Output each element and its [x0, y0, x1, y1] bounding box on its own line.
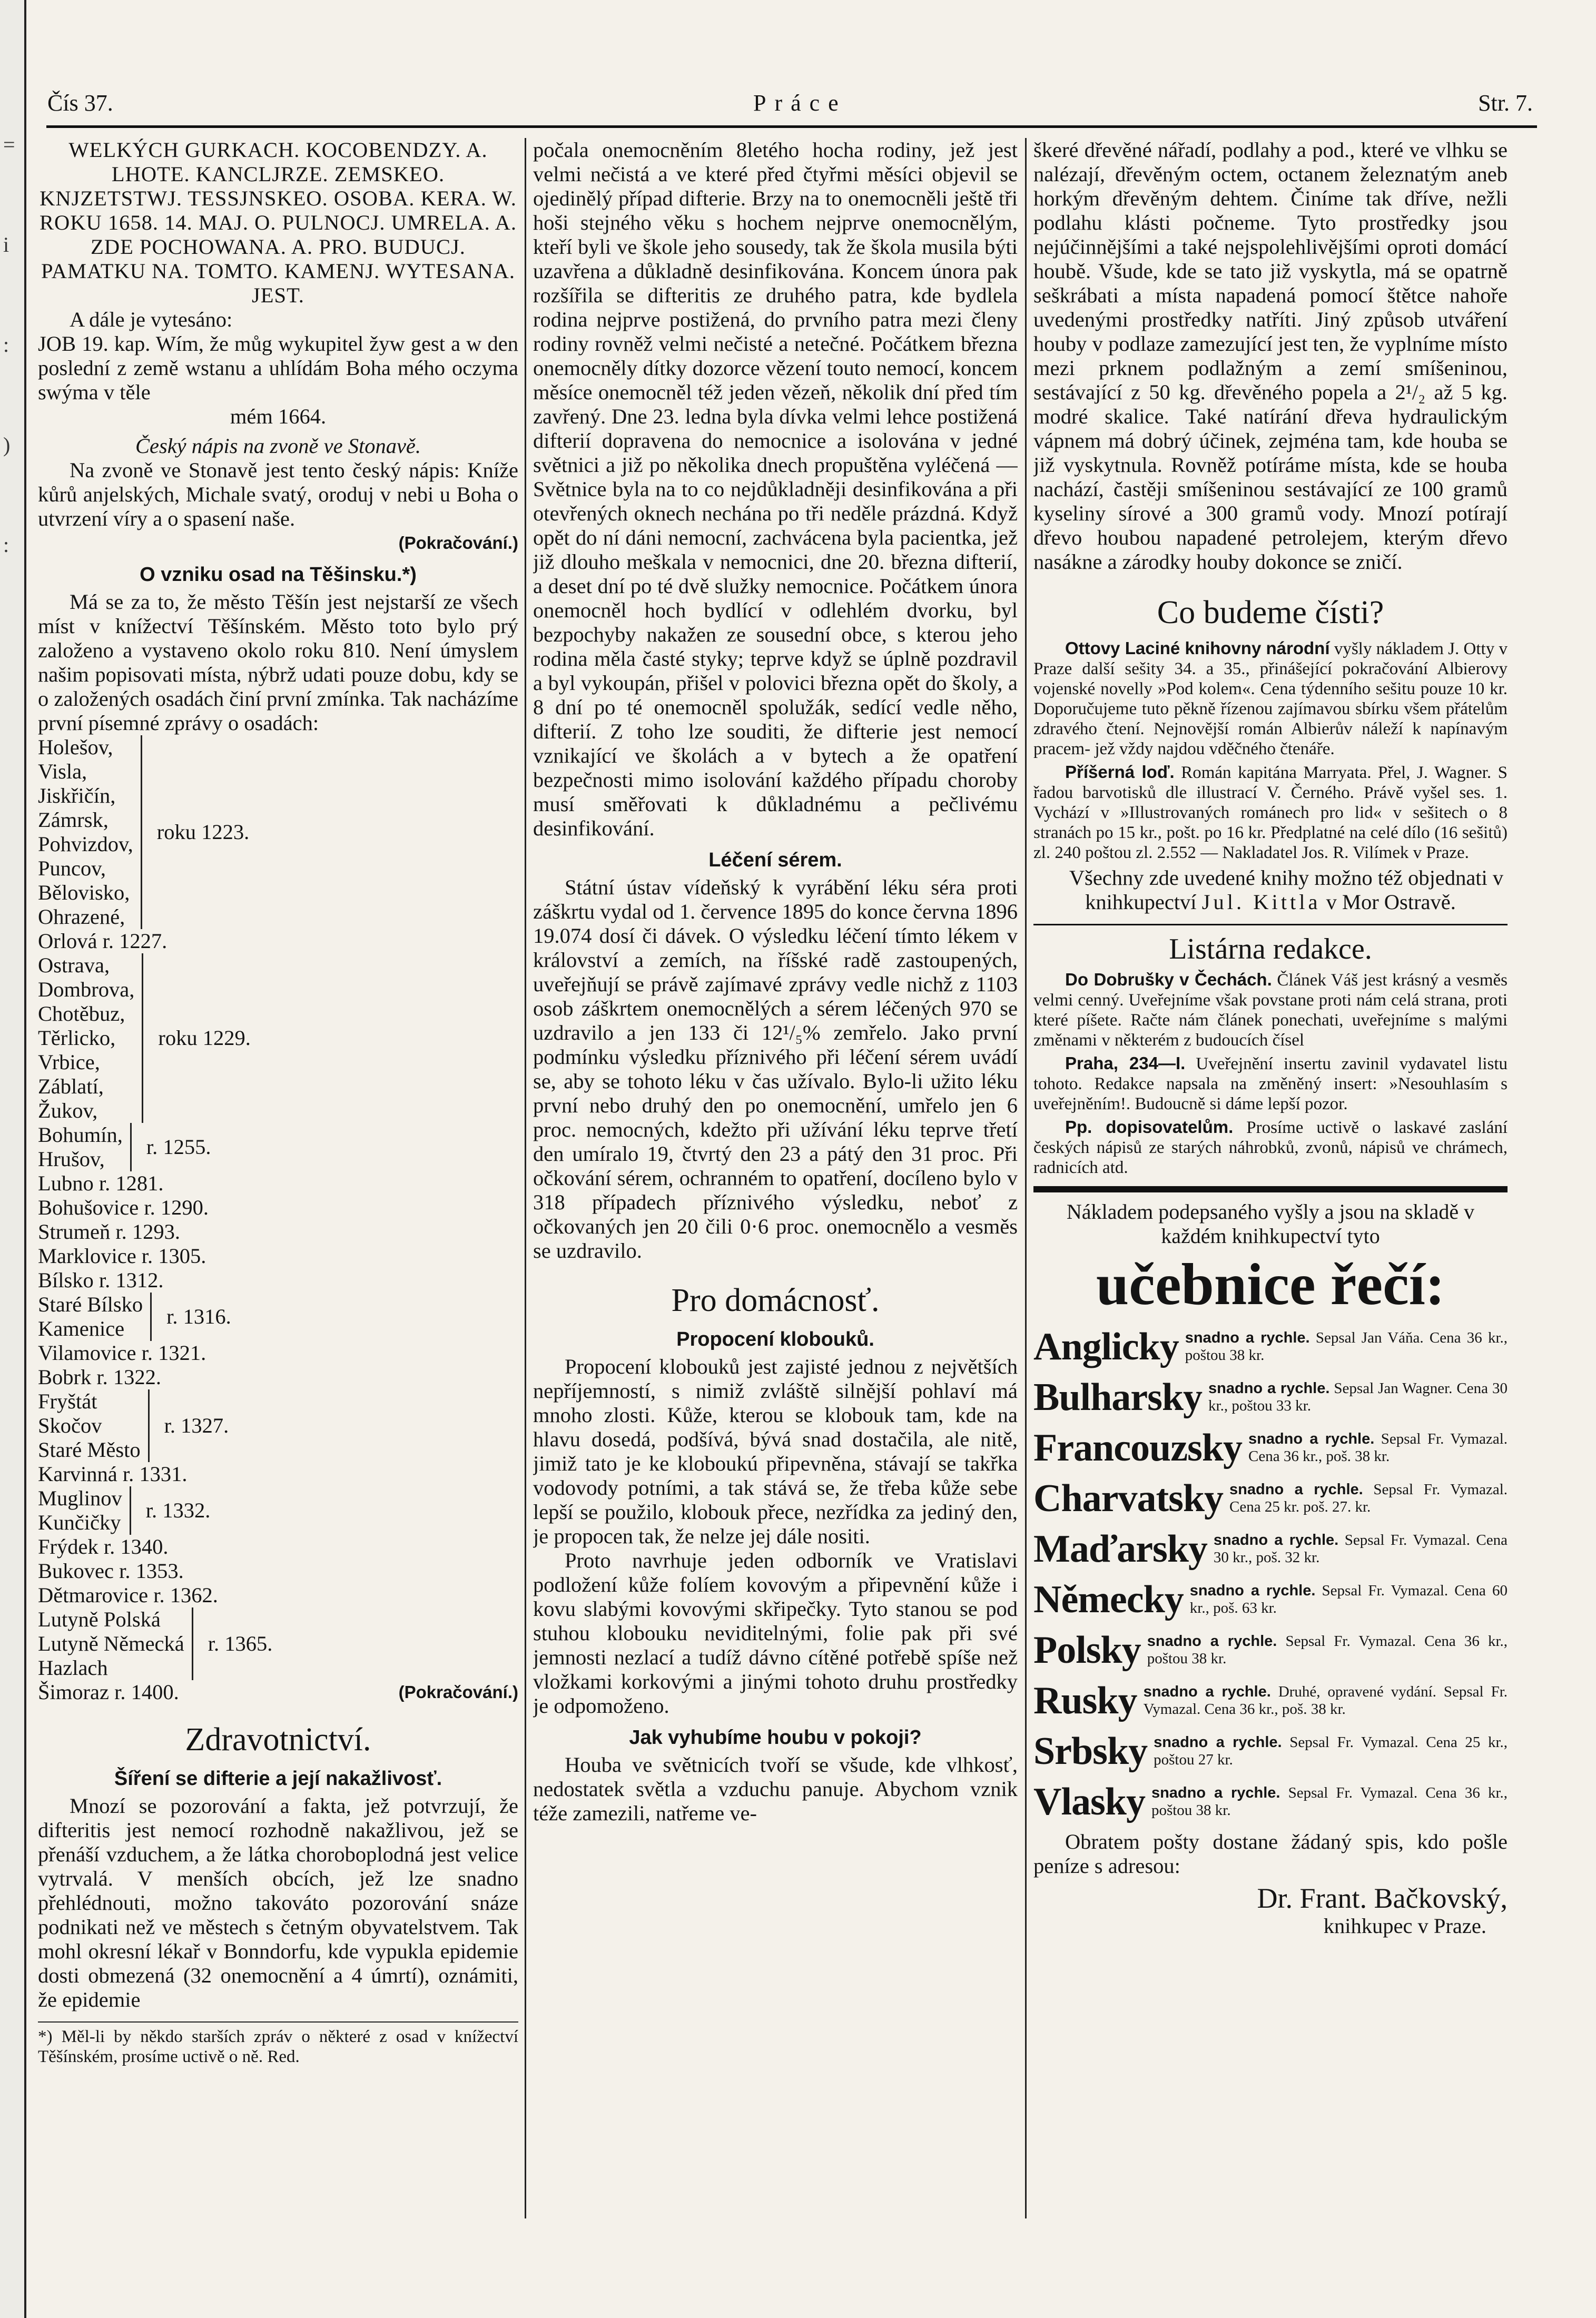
settlement: Vrbice,: [38, 1050, 100, 1074]
newspaper-title: Práce: [753, 90, 847, 116]
ad-signature-title: knihkupec v Praze.: [1323, 1914, 1486, 1938]
settlement-year: r. 1327.: [164, 1414, 229, 1437]
book-details: Sepsal Jan Wagner. Cena 30 kr., poštou 33 kr.: [1208, 1380, 1508, 1414]
settlement: Puncov,: [38, 856, 106, 880]
book-tagline: snadno a rychle.: [1213, 1532, 1339, 1548]
review-text: Román kapitána Marryata. Přel, J. Wagner. S řadou barvotisků dle illustrací V. Černého. Právě vyšel ses. 1. Vychází v »Illustrovaných románech pro lid« v sešitech o 8 stranách po 15 kr., pošt. po 16 kr. Předplatné na celé dílo (16 sešitů) zl. 240 poštou zl. 2.552 — Nakladatel Jos. R. Vilímek v Praze.: [1033, 763, 1508, 862]
continued-note: (Pokračování.): [398, 533, 518, 553]
book-tagline: snadno a rychle.: [1151, 1784, 1280, 1801]
settlement: Lutyně Polská: [38, 1607, 161, 1631]
settlement: Šimoraz r. 1400.: [38, 1680, 179, 1704]
settlement: Skočov: [38, 1414, 102, 1437]
book-tagline: snadno a rychle.: [1208, 1380, 1330, 1397]
settlement: Lutyně Německá: [38, 1632, 184, 1655]
hats-text-2: Proto navrhuje jeden odborník ve Vratislavi podložení kůže folíem kovovým a připevnění kůže i kovu slabými kovovými skřipečky. Tyto stanou se pod stuhou klobouku neviditelnými, folie pak při své jemnosti nezlací a tudíž dávno cítěné potřebě spíše než vložkami korkovými a jinými tohoto druhu prostředky je odpomoženo.: [533, 1548, 1018, 1718]
fungus-continued: škeré dřevěné nářadí, podlahy a pod., které ve vlhku se nalézají, dřevěným octem, octanem železnatým aneb horkým dřevěným dehtem. Činíme tak dříve, nežli podlahu klásti počneme. Tyto prostředky jsou nejúčinnějšími a také nejspolehlivějšími oproti domácí houbě. Všude, kde se tato již vyskytla, má se opatrně seškrábati a místa napadená pomocí štětce nahoře uvedenými prostředky natříti. Jiný způsob utváření houby v podlaze zamezující jest ten, že vyplníme místo mezi prknem podlažným a zemí smíšeninou, sestávající z 50 kg. dřevěného popela a 2¹/₂ až 5 kg. modré skalice. Také natírání dřeva hydraulickým vápnem má dobrý účinek, zejména tam, kde houba se již vyskytnula. Rovněž potíráme místa, kde se houba nachází, častěji smíšeninou sestávající ze 100 gramů kyseliny sírové a 300 gramů vody. Mnozí potírají dřevo houbou napadené petrolejem, kterým dřevo nasákne a zárodky houby dokonce se zničí.: [1033, 138, 1508, 574]
settlement: Fryštát: [38, 1389, 97, 1413]
settlement: Lubno r. 1281.: [38, 1171, 164, 1195]
settlement-group: [38, 1389, 518, 1462]
book-tagline: snadno a rychle.: [1189, 1582, 1316, 1599]
settlement: Holešov,: [38, 735, 113, 759]
settlement-group: [38, 953, 518, 1123]
settlement-year: r. 1332.: [145, 1498, 211, 1522]
book-details: Sepsal Fr. Vymazal. Cena 36 kr., poštou 38 kr.: [1151, 1784, 1508, 1819]
settlement-group: [38, 1123, 518, 1171]
settlement: Záblatí,: [38, 1074, 104, 1098]
book-language: Francouzsky: [1033, 1426, 1242, 1469]
column-2: [533, 138, 1018, 2245]
ad-divider: [1033, 1186, 1508, 1192]
book-entry: [1033, 1576, 1508, 1623]
book-language: Bulharsky: [1033, 1376, 1203, 1419]
column-divider: [1025, 138, 1027, 2218]
book-language: Anglicky: [1033, 1325, 1179, 1368]
book-entry: [1033, 1626, 1508, 1674]
settlement-group: [38, 735, 518, 929]
book-entry: [1033, 1475, 1508, 1522]
settlement: Bohušovice r. 1290.: [38, 1196, 209, 1219]
book-details: Sepsal Fr. Vymazal. Cena 60 kr., poš. 63 kr.: [1189, 1582, 1508, 1616]
column-1: [38, 138, 518, 2245]
book-details: Sepsal Jan Váňa. Cena 36 kr., poštou 38 kr.: [1185, 1329, 1508, 1364]
page-number: Str. 7.: [1478, 90, 1533, 116]
book-entry: [1033, 1778, 1508, 1826]
tombstone-inscription: WELKÝCH GURKACH. KOCOBENDZY. A. LHOTE. KANCLJRZE. ZEMSKEO. KNJZETSTWJ. TESSJNSKEO. OSOBA. KERA. W. ROKU 1658. 14. MAJ. O. PULNOCJ. UMRELA. A. ZDE POCHOWANA. A. PRO. BUDUCJ. PAMATKU NA. TOMTO. KAMENJ. WYTESANA. JEST.: [39, 138, 517, 307]
letter-text: Uveřejnění insertu zavinil vydavatel listu tohoto. Redakce napsala na změněný insert: »Nesouhlasím s uveřejněním!. Budoucně si dáme lepší pozor.: [1033, 1054, 1508, 1113]
book-entry: [1033, 1424, 1508, 1472]
settlement: Bobrk r. 1322.: [38, 1365, 162, 1389]
settlement-year: r. 1365.: [208, 1632, 273, 1655]
section-heading-health: Zdravotnictví.: [185, 1722, 371, 1758]
book-entry: [1033, 1323, 1508, 1370]
section-heading-reading: Co budeme čísti?: [1157, 595, 1384, 630]
settlement: Pohvizdov,: [38, 832, 133, 856]
settlement: Bělovisko,: [38, 881, 130, 904]
bookshop-name: Jul. Kittla: [1201, 890, 1321, 914]
book-entry: [1033, 1374, 1508, 1421]
book-list: [1033, 1323, 1508, 1826]
letter-lead: Praha, 234—I.: [1065, 1053, 1186, 1073]
settlement-year: r. 1255.: [146, 1135, 211, 1159]
ad-signature: Dr. Frant. Bačkovský,: [1257, 1882, 1508, 1914]
book-tagline: snadno a rychle.: [1185, 1329, 1310, 1346]
book-details: Sepsal Fr. Vymazal. Cena 30 kr., poš. 32 kr.: [1213, 1532, 1508, 1566]
settlement: Kamenice: [38, 1317, 125, 1340]
serum-heading: Léčení sérem.: [708, 849, 842, 871]
ad-title: učebnice řečí:: [1096, 1252, 1445, 1317]
fungus-heading: Jak vyhubíme houbu v pokoji?: [629, 1727, 922, 1749]
settlement: Jiskřičín,: [38, 784, 116, 807]
book-tagline: snadno a rychle.: [1248, 1431, 1375, 1447]
settlement: Muglinov: [38, 1486, 122, 1510]
settlement: Bílsko r. 1312.: [38, 1268, 164, 1292]
settlement: Strumeň r. 1293.: [38, 1220, 180, 1244]
letter-text: Článek Váš jest krásný a vesměs velmi cenný. Uveřejníme však povstane proti nám celá strana, proti které píšete. Račte nám článek ponechati, uveřejníme s malými změnami v některém z budoucích čísel: [1033, 971, 1508, 1050]
page-header: [47, 90, 1533, 126]
column-3: [1033, 138, 1508, 2245]
settlement: Visla,: [38, 759, 87, 783]
hats-text: Propocení klobouků jest zajisté jednou z největších nepříjemností, s nimiž zvláště silnější pohlaví má mnoho zlosti. Kůže, kterou se klobouk tam, kde na hlavu dosedá, podšívá, bývá snad dostačila, ale nitě, jimiž tato je ke kloboukú připevněna, stávají se takřka vodovody potními, a tak stává se, že třeba kůže sebe lepší se použilo, klobouk přece, nezřídka za jediný den, je propocen tak, že nelze jej dále nositi.: [533, 1355, 1018, 1548]
letter-text: Prosíme uctivě o laskavé zaslání českých nápisů ze starých náhrobků, zvonů, nápisů ve chrámech, radnicích atd.: [1033, 1118, 1508, 1177]
job-quote-end: mém 1664.: [230, 405, 327, 428]
settlement: Bohumín,: [38, 1123, 123, 1147]
review-lead: Příšerná loď.: [1065, 762, 1175, 782]
book-tagline: snadno a rychle.: [1143, 1683, 1271, 1700]
paragraph: A dále je vytesáno:: [70, 308, 233, 331]
letter-lead: Pp. dopisovatelům.: [1065, 1117, 1234, 1137]
bell-text: Na zvoně ve Stonavě jest tento český nápis: Kníže kůrů anjelských, Michale svatý, oroduj v nebi u Boha o utvrzení víry a o spasení naše.: [38, 458, 518, 530]
book-details: Sepsal Fr. Vymazal. Cena 25 kr., poštou 27 kr.: [1154, 1734, 1508, 1768]
settlement: Bukovec r. 1353.: [38, 1559, 184, 1583]
divider: [1033, 924, 1508, 925]
job-quote: JOB 19. kap. Wím, že můg wykupitel žyw gest a w den poslední z země wstanu a uhlídám Boha mého oczyma swýma v těle: [38, 332, 518, 404]
book-details: Druhé, opravené vydání. Sepsal Fr. Vymazal. Cena 36 kr., poš. 38 kr.: [1143, 1683, 1508, 1718]
settlement: Staré Město: [38, 1438, 141, 1462]
settlement: Karvinná r. 1331.: [38, 1462, 188, 1486]
settlement: Těrlicko,: [38, 1026, 116, 1050]
book-details: Sepsal Fr. Vymazal. Cena 25 kr. poš. 27. kr.: [1229, 1481, 1508, 1515]
letter-lead: Do Dobrušky v Čechách.: [1065, 970, 1272, 989]
book-language: Srbsky: [1033, 1730, 1148, 1773]
settlement: Marklovice r. 1305.: [38, 1244, 206, 1268]
book-tagline: snadno a rychle.: [1147, 1633, 1277, 1650]
settlement-year: roku 1223.: [156, 820, 250, 844]
settlement: Dětmarovice r. 1362.: [38, 1583, 218, 1607]
diphtheria-heading: Šíření se difterie a její nakažlivosť.: [114, 1768, 442, 1790]
osad-heading: O vzniku osad na Těšinsku.*): [140, 564, 417, 586]
settlement: Vilamovice r. 1321.: [38, 1341, 206, 1365]
order-note: Všechny zde uvedené knihy možno též objednati v knihkupectví: [1069, 866, 1504, 914]
book-language: Rusky: [1033, 1679, 1137, 1722]
continued-note: (Pokračování.): [398, 1682, 518, 1702]
settlement-group: [38, 1607, 518, 1680]
diphtheria-continued: počala onemocněním 8letého hocha rodiny, jež jest velmi nečistá a ve které před čtyřmi měsíci objevil se ojedinělý případ difterie. Brzy na to onemocněli ještě tři hoši stejného věku s hochem nejprve onemocnělým, kteří byli ve škole jeho sousedy, tak že škola musila býti uzavřena a důkladně desinfikována. Koncem února pak rozšířila se difteritis ze druhého patra, kde bydlela rodina nejprve postižená, do prvního patra mezi členy rodiny rovněž velmi nečisté a netečné. Počátkem března onemocněly dítky dozorce vězení touto nemocí, koncem měsíce onemocněl též jeden vězeň, několik dní před tím zavřený. Dne 23. ledna byla dívka velmi lehce postižená difterií dopravena do nemocnice a isolována v jedné světnici a již po několika dnech propuštěna vyléčená — Světnice byla na to co nejdůkladněji desinfikována a při otevřených oknech nechána po tři neděle prázdná. Když opět do ní dáni nemocní, zachvácena byla pacientka, jež již dlouho meškala v nemocnici, dne 20. března difterií, a deset dní po té dvě služky nemocnice. Počátkem února onemocněl hoch bydlící v odlehlém dvorku, byl bezpochyby nakažen ze sousední obce, s kterou jeho rodina měla časté styky; teprve když se úplně pozdravil a byl vykoupán, přišel v polovici března opět do školy, a 8 dní po té onemocněl spolužák, sedící vedle něho, difterií. Z toho lze souditi, že difterie jest nemocí vznikající ve školách a v bytech a že opatření bezpečnosti mimo isolování každého případu choroby musí směřovati k důkladnému a pečlivému desinfikování.: [533, 138, 1018, 840]
section-heading-letters: Listárna redakce.: [1169, 933, 1372, 965]
settlement: Kunčičky: [38, 1511, 121, 1534]
settlement: Chotěbuz,: [38, 1002, 125, 1025]
book-language: Charvatsky: [1033, 1477, 1224, 1520]
footnote: *) Měl-li by někdo starších zpráv o některé z osad v knížectví Těšínském, prosíme uctivě o ně. Red.: [38, 2021, 518, 2067]
settlement: Ostrava,: [38, 953, 110, 977]
settlement-year: roku 1229.: [158, 1026, 251, 1050]
settlement-group: [38, 1293, 518, 1341]
settlement-group: [38, 1486, 518, 1535]
bell-heading: Český nápis na zvoně ve Stonavě.: [135, 434, 421, 458]
hats-heading: Propocení klobouků.: [676, 1328, 874, 1350]
settlement: Dombrova,: [38, 978, 135, 1001]
ad-order: Obratem pošty dostane žádaný spis, kdo pošle peníze s adresou:: [1033, 1830, 1508, 1878]
book-entry: [1033, 1677, 1508, 1724]
review-lead: Ottovy Laciné knihovny národní: [1065, 638, 1330, 658]
book-details: Sepsal Fr. Vymazal. Cena 36 kr., poštou 38 kr.: [1147, 1633, 1508, 1667]
osad-text: Má se za to, že město Těšín jest nejstarší ze všech míst v knížectví Těšínském. Město toto bylo prý založeno a vystaveno okolo roku 810. Není úmyslem našim popisovati místa, nýbrž udati pouze dobu, kdy se o založených osadách činí první zmínka. Tak nacházíme první písemné zprávy o osadách:: [38, 590, 518, 735]
margin-marks: = i : ) :: [3, 133, 15, 557]
issue-number: Čís 37.: [47, 90, 113, 116]
book-language: Polsky: [1033, 1629, 1141, 1672]
book-tagline: snadno a rychle.: [1229, 1481, 1363, 1498]
settlement: Staré Bílsko: [38, 1293, 143, 1316]
book-tagline: snadno a rychle.: [1154, 1734, 1282, 1751]
settlement: Zámrsk,: [38, 808, 109, 832]
ad-intro: Nákladem podepsaného vyšly a jsou na skladě v každém knihkupectví tyto: [1066, 1200, 1475, 1248]
book-entry: [1033, 1728, 1508, 1775]
settlement: Orlová r. 1227.: [38, 929, 168, 953]
order-note-end: v Mor Ostravě.: [1326, 890, 1456, 914]
book-language: Maďarsky: [1033, 1527, 1207, 1571]
review-text: vyšly nákladem J. Otty v Praze další sešity 34. a 35., přinášející pokračování Albierovy vojenské novelly »Pod kolem«. Cena týdenního sešitu pouze 10 kr. Doporučujeme tuto pěkně řízenou zajímavou sbírku všem přátelům zdravého čtení. Nejnovější román Albierův náleží k napínavým pracem- jež vždy najdou vděčného čtenáře.: [1033, 639, 1508, 758]
book-language: Německy: [1033, 1578, 1184, 1621]
column-divider: [525, 138, 526, 2218]
settlement: Ohrazené,: [38, 905, 125, 929]
fungus-text: Houba ve světnicích tvoří se všude, kde vlhkosť, nedostatek světla a vzduchu panuje. Abychom vznik téže zamezili, natřeme ve-: [533, 1753, 1018, 1825]
book-details: Sepsal Fr. Vymazal. Cena 36 kr., poš. 38 kr.: [1248, 1431, 1508, 1465]
settlement-year: r. 1316.: [166, 1305, 231, 1328]
book-entry: [1033, 1525, 1508, 1573]
section-heading-household: Pro domácnosť.: [671, 1283, 880, 1318]
header-rule: [46, 125, 1537, 128]
settlement: Žukov,: [38, 1099, 98, 1122]
diphtheria-text: Mnozí se pozorování a fakta, jež potvrzují, že difteritis jest nemocí rozhodně nakažlivou, jež se přenáší vzduchem, a že látka choroboplodná jest velice vytrvalá. V menších obcích, jež lze snadno přehlédnouti, možno takováto pozorování snáze podnikati než ve městech s četným obyvatelstvem. Tak mohl okresní lékař v Bonndorfu, kde vypukla epidemie dosti obmezená (32 onemocnění a 4 úmrtí), oznámiti, že epidemie: [38, 1794, 518, 2011]
settlement: Frýdek r. 1340.: [38, 1535, 169, 1559]
settlement: Hrušov,: [38, 1147, 105, 1171]
settlement: Hazlach: [38, 1656, 108, 1680]
book-language: Vlasky: [1033, 1780, 1145, 1823]
serum-text: Státní ústav vídeňský k vyrábění léku séra proti záškrtu vydal od 1. července 1895 do konce června 1896 19.074 dosí či dávek. O výsledku léčení tímto lékem v království a zemích, na říšské radě zastoupených, uveřejňují se právě zajímavé zprávy vedle nichž z 1103 osob záškrtem onemocnělých a sérem léčených 970 se uzdravilo a jen 133 či 12¹/₅% zemřelo. Jako první podmínku výsledku příznivého při léčení sérem uvádí se, aby se tohoto léku v čas užívalo. Bylo-li užito léku první nebo druhý den po onemocnění, umřelo jen 6 proc. nemocných, kdežto při užívání léku teprve třetí den umíralo 19, čtvrtý den 23 a pátý den 31 proc. Při očkování sérem, ochranném to opatření, docíleno bylo v 318 případech příznivého výsledku, neboť z očkovaných jen 20 čili 0·6 proc. onemocnělo a vesměs se uzdravilo.: [533, 875, 1018, 1262]
